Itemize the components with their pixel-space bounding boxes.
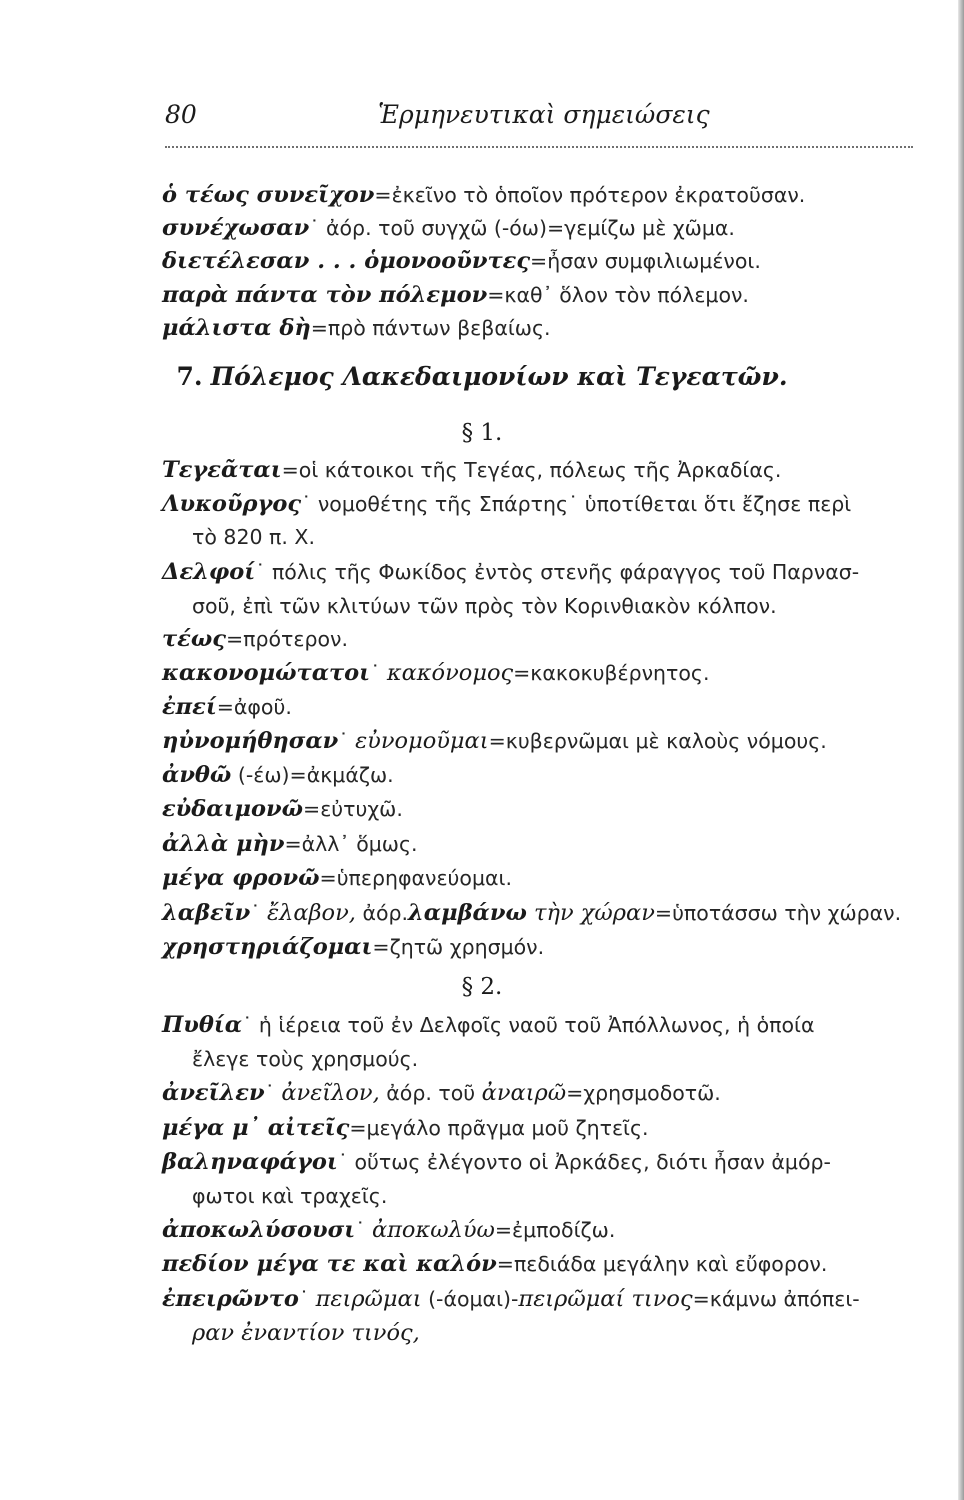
gloss-entry (162, 180, 922, 210)
entry-gloss: =ἦσαν συμφιλιωμένοι. (530, 249, 761, 273)
entry-gloss: =ἀλλ᾽ ὅμως. (284, 832, 418, 856)
gloss-entry (162, 726, 922, 756)
gloss-entry (162, 794, 922, 824)
gloss-entry (162, 658, 922, 688)
gloss-entry (162, 557, 922, 587)
gloss-entry (162, 455, 922, 485)
entry-term: ἀνθῶ (162, 762, 232, 788)
entry-gloss: ˙ ἀόρ. τοῦ συγχῶ (-όω)=γεμίζω μὲ χῶμα. (309, 216, 735, 240)
entry-term: Τεγεᾶται (162, 457, 282, 483)
page-header (165, 100, 910, 150)
gloss-entry (162, 1284, 922, 1314)
entry-gloss: =κακοκυβέρνητος. (513, 661, 710, 685)
entry-form: πειρῶμαι (315, 1286, 422, 1312)
entry-term: πεδίον μέγα τε καὶ καλόν (162, 1251, 497, 1277)
entry-gloss: =οἱ κάτοικοι τῆς Τεγέας, πόλεως τῆς Ἀρκαδίας. (281, 458, 782, 482)
entry-form: ἀνεῖλον, (281, 1080, 380, 1106)
entry-form: ραν ἐναντίον τινός, (192, 1320, 420, 1346)
entry-term: Πυθία (162, 1012, 243, 1038)
gloss-entry (162, 246, 922, 276)
gloss-entry (162, 213, 922, 243)
entry-gloss: =ἐμποδίζω. (494, 1218, 616, 1242)
entry-form: πειρῶμαί τινος (518, 1286, 693, 1312)
gloss-entry (162, 624, 922, 654)
gloss-entry (162, 313, 922, 343)
gloss-entry (162, 760, 922, 790)
gloss-entry (162, 489, 922, 519)
entry-separator: ˙ (338, 729, 356, 753)
entry-form: τὴν χώραν (526, 900, 655, 926)
entry-separator: ˙ (370, 661, 387, 685)
entry-term: ἀλλὰ μὴν (162, 831, 285, 857)
entry-gloss: =χρησμοδοτῶ. (566, 1081, 721, 1105)
entry-gloss: =μεγάλο πρᾶγμα μοῦ ζητεῖς. (349, 1116, 649, 1140)
entry-term: Δελφοί (162, 559, 256, 585)
gloss-entry (162, 1078, 922, 1108)
entry-gloss: (-άομαι)- (421, 1287, 519, 1311)
entry-gloss: τὸ 820 π. Χ. (192, 525, 315, 549)
entry-separator: ˙ (355, 1218, 372, 1242)
entry-term: ὁ τέως συνεῖχον (162, 182, 375, 208)
entry-form: εὐνομοῦμαι (355, 728, 489, 754)
header-rule (165, 146, 913, 148)
entry-gloss: =πεδιάδα μεγάλην καὶ εὔφορον. (496, 1252, 828, 1276)
entry-form: ἔλαβον, (267, 900, 356, 926)
running-title: Ἑρμηνευτικαὶ σημειώσεις (378, 100, 710, 129)
entry-term: τέως (162, 626, 226, 652)
section-heading (0, 362, 964, 392)
gloss-entry (162, 692, 922, 722)
gloss-entry (162, 829, 922, 859)
entry-gloss: ˙ νομοθέτης τῆς Σπάρτης˙ ὑποτίθεται ὅτι ἔζησε περὶ (301, 492, 852, 516)
entry-gloss: (-έω)=ἀκμάζω. (231, 763, 394, 787)
entry-term: συνέχωσαν (162, 215, 310, 241)
entry-term: κακονομώτατοι (162, 660, 371, 686)
entry-gloss: =ὑποτάσσω τὴν χώραν. (654, 901, 902, 925)
gloss-entry (162, 932, 922, 962)
entry-term: ηὐνομήθησαν (162, 728, 339, 754)
entry-separator: ˙ (250, 901, 267, 925)
gloss-entry (162, 280, 922, 310)
entry-gloss: =κάμνω ἀπόπει- (692, 1287, 860, 1311)
entry-term: Λυκοῦργος (162, 491, 302, 517)
entry-term: ἀνεῖλεν (162, 1080, 265, 1106)
entry-term: λαμβάνω (408, 900, 527, 926)
entry-gloss: φωτοι καὶ τραχεῖς. (192, 1184, 388, 1208)
gloss-entry (162, 1249, 922, 1279)
entry-gloss: ˙ ἡ ἱέρεια τοῦ ἐν Δελφοῖς ναοῦ τοῦ Ἀπόλλωνος, ἡ ὁποία (242, 1013, 815, 1037)
gloss-continuation (192, 591, 952, 621)
entry-term: μέγα φρονῶ (162, 865, 320, 891)
entry-form: ἀναιρῶ (481, 1080, 567, 1106)
gloss-entry (162, 863, 922, 893)
entry-gloss: ˙ οὕτως ἐλέγοντο οἱ Ἀρκάδες, διότι ἦσαν ἀμόρ- (337, 1150, 831, 1174)
entry-gloss: ˙ πόλις τῆς Φωκίδος ἐντὸς στενῆς φάραγγος τοῦ Παρνασ- (255, 560, 860, 584)
gloss-entry (162, 1215, 922, 1245)
entry-gloss: =πρότερον. (225, 627, 348, 651)
entry-term: ἐπειρῶντο (162, 1286, 299, 1312)
paragraph-mark: § 2. (461, 974, 503, 1000)
entry-term: εὐδαιμονῶ (162, 796, 304, 822)
entry-gloss: =εὐτυχῶ. (303, 797, 403, 821)
scan-edge (958, 0, 964, 1500)
entry-term: μέγα μ᾽ αἰτεῖς (162, 1115, 350, 1141)
entry-gloss: =πρὸ πάντων βεβαίως. (310, 316, 551, 340)
entry-gloss: =ὑπερηφανεύομαι. (319, 866, 512, 890)
entry-separator: ˙ (298, 1287, 316, 1311)
entry-term: λαβεῖν (162, 900, 251, 926)
gloss-entry (162, 1113, 922, 1143)
entry-term: χρηστηριάζομαι (162, 934, 373, 960)
entry-gloss: =ἐκεῖνο τὸ ὁποῖον πρότερον ἐκρατοῦσαν. (374, 183, 806, 207)
section-number: 7. (176, 362, 203, 391)
section-title: Πόλεμος Λακεδαιμονίων καὶ Τεγεατῶν. (210, 362, 788, 391)
entry-separator: ˙ (264, 1081, 282, 1105)
entry-term: βαληναφάγοι (162, 1149, 338, 1175)
entry-form: κακόνομος (386, 660, 514, 686)
entry-gloss: =ζητῶ χρησμόν. (372, 935, 545, 959)
entry-term: διετέλεσαν . . . ὁμονοοῦντες (162, 248, 531, 274)
entry-term: ἀποκωλύσουσι (162, 1217, 356, 1243)
entry-gloss: ἀόρ. (355, 901, 409, 925)
page-number: 80 (165, 100, 197, 129)
entry-gloss: =κυβερνῶμαι μὲ καλοὺς νόμους. (488, 729, 827, 753)
gloss-continuation (192, 1318, 952, 1348)
entry-gloss: =καθ᾽ ὅλον τὸν πόλεμον. (487, 283, 749, 307)
gloss-entry (162, 898, 922, 928)
gloss-entry (162, 1010, 922, 1040)
paragraph-mark: § 1. (461, 420, 503, 446)
entry-gloss: =ἀφοῦ. (216, 695, 292, 719)
gloss-continuation (192, 522, 952, 552)
entry-term: παρὰ πάντα τὸν πόλεμον (162, 282, 488, 308)
gloss-continuation (192, 1044, 952, 1074)
gloss-continuation (192, 1181, 952, 1211)
entry-gloss: σοῦ, ἐπὶ τῶν κλιτύων τῶν πρὸς τὸν Κορινθιακὸν κόλπον. (192, 594, 777, 618)
entry-form: ἀποκωλύω (371, 1217, 495, 1243)
entry-gloss: ἔλεγε τοὺς χρησμούς. (192, 1047, 419, 1071)
entry-term: ἐπεί (162, 694, 217, 720)
gloss-entry (162, 1147, 922, 1177)
entry-term: μάλιστα δὴ (162, 315, 311, 341)
entry-gloss: ἀόρ. τοῦ (379, 1081, 482, 1105)
